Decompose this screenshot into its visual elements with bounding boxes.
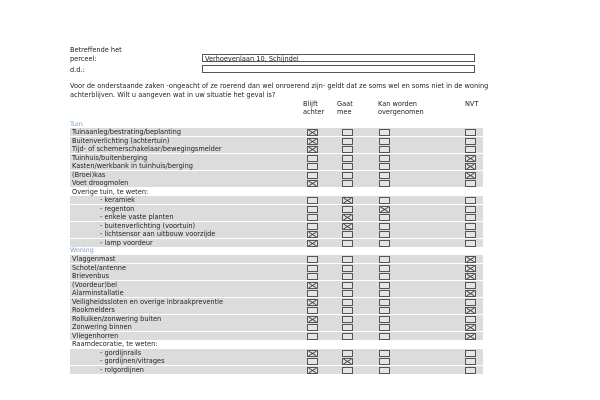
row-label: Rolluiken/zonwering buiten — [72, 314, 162, 323]
checkbox-nvt[interactable] — [465, 214, 476, 221]
checkbox-kan[interactable] — [379, 214, 390, 221]
col-header-kan — [378, 100, 424, 116]
col-header-gaat — [337, 100, 353, 116]
checkbox-kan[interactable] — [379, 223, 390, 230]
checkbox-gaat[interactable] — [342, 214, 353, 221]
checkbox-nvt[interactable] — [465, 358, 476, 365]
checkbox-kan[interactable] — [379, 333, 390, 340]
table-row — [70, 306, 483, 314]
checkbox-blijft[interactable] — [307, 333, 318, 340]
checkbox-blijft[interactable] — [307, 197, 318, 204]
perceel-label-line2: perceel: — [70, 55, 97, 63]
checkbox-gaat[interactable] — [342, 223, 353, 230]
group-header — [70, 188, 483, 196]
checkbox-gaat[interactable] — [342, 256, 353, 263]
table-row — [70, 349, 483, 357]
checkbox-gaat[interactable] — [342, 197, 353, 204]
checkbox-kan[interactable] — [379, 299, 390, 306]
checkbox-gaat[interactable] — [342, 231, 353, 238]
checkbox-blijft[interactable] — [307, 290, 318, 297]
row-label: Brievenbus — [72, 272, 110, 280]
row-label: Tuinhuis/buitenberging — [72, 153, 148, 162]
section-woning: Woning — [70, 246, 94, 254]
table-row — [70, 145, 483, 153]
checkbox-kan[interactable] — [379, 138, 390, 145]
checkbox-kan[interactable] — [379, 350, 390, 357]
checkbox-kan[interactable] — [379, 172, 390, 179]
checkbox-gaat[interactable] — [342, 350, 353, 357]
checkbox-nvt[interactable] — [465, 324, 476, 331]
checkbox-blijft[interactable] — [307, 180, 318, 187]
checkbox-nvt[interactable] — [465, 316, 476, 323]
table-row — [70, 315, 483, 323]
row-label: Vliegenhorren — [72, 331, 119, 340]
table-row — [70, 128, 483, 136]
checkbox-nvt[interactable] — [465, 299, 476, 306]
table-row — [70, 239, 483, 247]
checkbox-blijft[interactable] — [307, 358, 318, 365]
checkbox-nvt[interactable] — [465, 180, 476, 187]
checkbox-gaat[interactable] — [342, 146, 353, 153]
col-header-nvt — [465, 100, 478, 108]
checkbox-kan[interactable] — [379, 324, 390, 331]
checkbox-kan[interactable] — [379, 307, 390, 314]
row-label: - rolgordijnen — [100, 365, 144, 374]
checkbox-kan[interactable] — [379, 282, 390, 289]
row-label: Zonwering binnen — [72, 323, 132, 331]
col-line1: NVT — [465, 100, 479, 108]
table-row — [70, 171, 483, 179]
checkbox-blijft[interactable] — [307, 146, 318, 153]
checkbox-nvt[interactable] — [465, 256, 476, 263]
checkbox-gaat[interactable] — [342, 324, 353, 331]
col-line1: Blijft — [303, 100, 318, 108]
intro-text: Voor de onderstaande zaken -ongeacht of ze roerend dan wel onroerend zijn- geldt dat ze soms wel en soms niet in de woning achterblijven. Wilt u aangeven wat in uw situatie het geval is? — [70, 82, 489, 99]
table-row — [70, 205, 483, 213]
perceel-label-line1: Betreffende het — [70, 46, 122, 54]
row-label: - lamp voordeur — [100, 238, 153, 247]
table-row — [70, 323, 483, 331]
row-label: - keramiek — [100, 196, 135, 204]
checkbox-gaat[interactable] — [342, 265, 353, 272]
table-row — [70, 264, 483, 272]
row-label: Tijd- of schemerschakelaar/bewegingsmelder — [72, 145, 222, 153]
checkbox-gaat[interactable] — [342, 180, 353, 187]
row-label: Veiligheidssloten en overige inbraakpreventie — [72, 297, 224, 306]
checkbox-nvt[interactable] — [465, 240, 476, 247]
checkbox-nvt[interactable] — [465, 282, 476, 289]
checkbox-gaat[interactable] — [342, 299, 353, 306]
checkbox-gaat[interactable] — [342, 316, 353, 323]
table-row — [70, 255, 483, 263]
checkbox-kan[interactable] — [379, 231, 390, 238]
checkbox-kan[interactable] — [379, 273, 390, 280]
col-line1: Kan worden — [378, 100, 417, 108]
group-header — [70, 340, 483, 348]
checkbox-gaat[interactable] — [342, 129, 353, 136]
checkbox-blijft[interactable] — [307, 256, 318, 263]
checkbox-kan[interactable] — [379, 256, 390, 263]
row-label: Kasten/werkbank in tuinhuis/berging — [72, 162, 193, 170]
checkbox-blijft[interactable] — [307, 324, 318, 331]
table-row — [70, 162, 483, 170]
row-label: - gordijnen/vitrages — [100, 357, 165, 365]
checkbox-kan[interactable] — [379, 146, 390, 153]
table-row — [70, 230, 483, 238]
checkbox-blijft[interactable] — [307, 265, 318, 272]
checkbox-gaat[interactable] — [342, 273, 353, 280]
row-label: Overige tuin, te weten: — [72, 187, 149, 196]
checkbox-kan[interactable] — [379, 358, 390, 365]
checkbox-nvt[interactable] — [465, 307, 476, 314]
row-label: - lichtsensor aan uitbouw voorzijde — [100, 230, 216, 238]
checkbox-blijft[interactable] — [307, 138, 318, 145]
checkbox-kan[interactable] — [379, 367, 390, 374]
col-line1: Gaat — [337, 100, 353, 108]
checkbox-nvt[interactable] — [465, 146, 476, 153]
col-line2: achter — [303, 108, 325, 116]
checkbox-nvt[interactable] — [465, 197, 476, 204]
table-row — [70, 289, 483, 297]
checkbox-kan[interactable] — [379, 197, 390, 204]
checkbox-nvt[interactable] — [465, 163, 476, 170]
checkbox-blijft[interactable] — [307, 231, 318, 238]
checkbox-kan[interactable] — [379, 240, 390, 247]
checkbox-nvt[interactable] — [465, 138, 476, 145]
section-tuin: Tuin — [70, 120, 83, 128]
row-label: Vlaggenmast — [72, 255, 116, 263]
row-label: - gordijnrails — [100, 348, 142, 357]
checkbox-nvt[interactable] — [465, 155, 476, 162]
checkbox-blijft[interactable] — [307, 307, 318, 314]
checkbox-blijft[interactable] — [307, 240, 318, 247]
row-label: - enkele vaste planten — [100, 213, 174, 221]
checkbox-gaat[interactable] — [342, 163, 353, 170]
table-row — [70, 366, 483, 374]
row-label: Alarminstallatie — [72, 289, 124, 297]
checkbox-nvt[interactable] — [465, 265, 476, 272]
checkbox-nvt[interactable] — [465, 350, 476, 357]
row-label: Schotel/antenne — [72, 263, 126, 272]
checkbox-nvt[interactable] — [465, 223, 476, 230]
checkbox-nvt[interactable] — [465, 231, 476, 238]
table-row — [70, 332, 483, 340]
row-label: (Voordeur)bel — [72, 280, 118, 289]
dd-label: d.d.: — [70, 66, 85, 74]
row-label: (Broei)kas — [72, 170, 106, 179]
checkbox-gaat[interactable] — [342, 138, 353, 145]
checkbox-blijft[interactable] — [307, 367, 318, 374]
checkbox-blijft[interactable] — [307, 282, 318, 289]
checkbox-nvt[interactable] — [465, 273, 476, 280]
checkbox-blijft[interactable] — [307, 206, 318, 213]
checkbox-gaat[interactable] — [342, 282, 353, 289]
table-row — [70, 281, 483, 289]
table-row — [70, 222, 483, 230]
row-label: Voet droogmolen — [72, 179, 129, 187]
checkbox-blijft[interactable] — [307, 129, 318, 136]
row-label: Tuinaanleg/bestrating/beplanting — [72, 128, 182, 136]
checkbox-blijft[interactable] — [307, 214, 318, 221]
checkbox-gaat[interactable] — [342, 206, 353, 213]
checkbox-kan[interactable] — [379, 206, 390, 213]
dd-field[interactable] — [202, 65, 475, 73]
perceel-field[interactable]: Verhoevenlaan 10, Schijndel — [202, 54, 475, 62]
checkbox-kan[interactable] — [379, 163, 390, 170]
checkbox-nvt[interactable] — [465, 290, 476, 297]
table-row — [70, 298, 483, 306]
checkbox-nvt[interactable] — [465, 367, 476, 374]
checkbox-blijft[interactable] — [307, 155, 318, 162]
col-header-blijft — [303, 100, 324, 116]
checkbox-nvt[interactable] — [465, 206, 476, 213]
checkbox-kan[interactable] — [379, 290, 390, 297]
checkbox-kan[interactable] — [379, 180, 390, 187]
checkbox-blijft[interactable] — [307, 350, 318, 357]
checkbox-blijft[interactable] — [307, 299, 318, 306]
checkbox-blijft[interactable] — [307, 316, 318, 323]
checkbox-nvt[interactable] — [465, 333, 476, 340]
checkbox-gaat[interactable] — [342, 240, 353, 247]
checkbox-kan[interactable] — [379, 316, 390, 323]
checkbox-nvt[interactable] — [465, 172, 476, 179]
checkbox-gaat[interactable] — [342, 290, 353, 297]
checkbox-blijft[interactable] — [307, 172, 318, 179]
table-row — [70, 357, 483, 365]
checkbox-nvt[interactable] — [465, 129, 476, 136]
checkbox-kan[interactable] — [379, 155, 390, 162]
checkbox-gaat[interactable] — [342, 333, 353, 340]
row-label: Rookmelders — [72, 306, 115, 314]
table-row — [70, 154, 483, 162]
checkbox-blijft[interactable] — [307, 223, 318, 230]
checkbox-kan[interactable] — [379, 129, 390, 136]
row-label: - regenton — [100, 204, 135, 213]
row-label: - buitenverlichting (voortuin) — [100, 221, 196, 230]
checkbox-blijft[interactable] — [307, 163, 318, 170]
checkbox-gaat[interactable] — [342, 367, 353, 374]
table-row — [70, 272, 483, 280]
checkbox-gaat[interactable] — [342, 155, 353, 162]
col-line2: mee — [337, 108, 352, 116]
checkbox-gaat[interactable] — [342, 307, 353, 314]
row-label: Buitenverlichting (achtertuin) — [72, 136, 170, 145]
table-row — [70, 196, 483, 204]
checkbox-kan[interactable] — [379, 265, 390, 272]
col-line2: overgenomen — [378, 108, 424, 116]
table-row — [70, 213, 483, 221]
row-label: Raamdecoratie, te weten: — [72, 340, 158, 348]
checkbox-blijft[interactable] — [307, 273, 318, 280]
checkbox-gaat[interactable] — [342, 172, 353, 179]
table-row — [70, 137, 483, 145]
checkbox-gaat[interactable] — [342, 358, 353, 365]
table-row — [70, 179, 483, 187]
